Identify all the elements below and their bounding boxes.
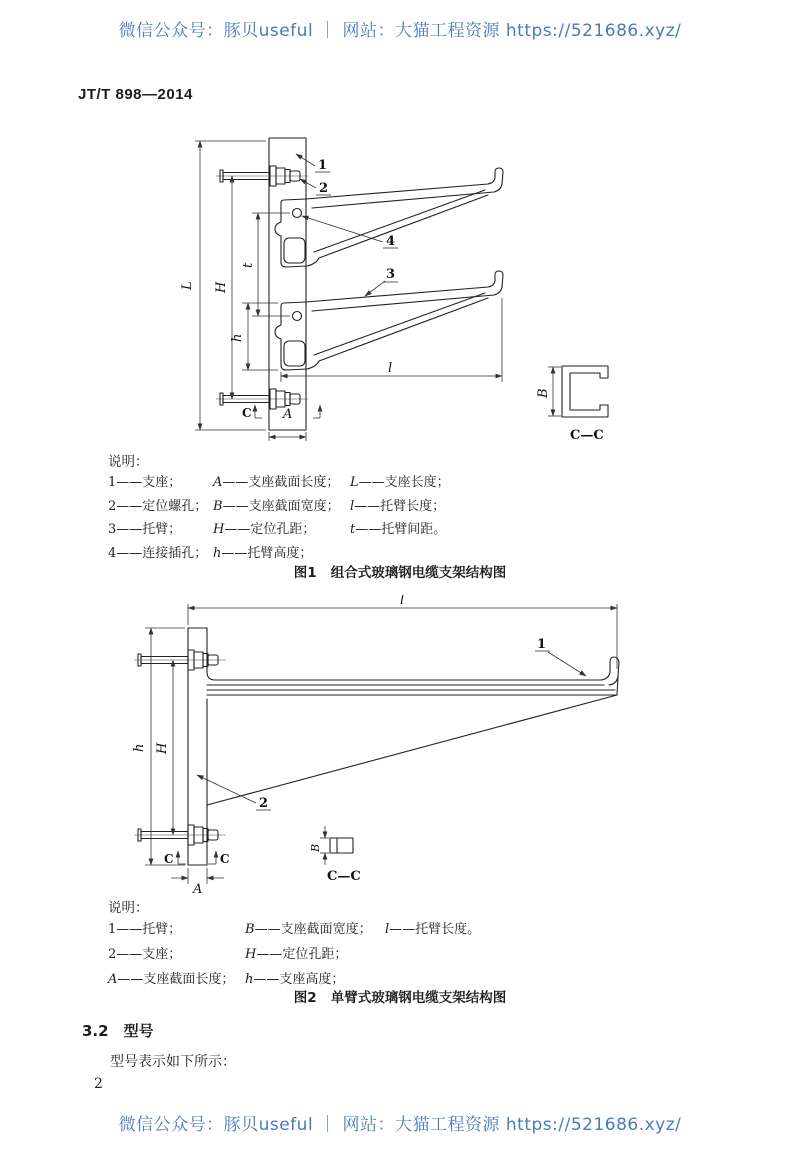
legend-item: 4——连接插孔； — [108, 545, 208, 561]
figure2-legend-heading: 说明： — [108, 900, 149, 916]
figure1-legend — [108, 471, 450, 565]
bracket-outline — [188, 628, 619, 865]
svg-text:C: C — [164, 852, 174, 866]
svg-text:1: 1 — [537, 637, 547, 652]
figure2-number: 图2 — [293, 990, 317, 1006]
cantilever-arm-upper — [275, 168, 503, 267]
dimension-l — [188, 595, 617, 669]
positioning-bolt-top — [216, 166, 308, 186]
callout-4 — [302, 216, 398, 249]
callout-2 — [300, 179, 331, 196]
svg-text:L: L — [180, 281, 195, 290]
legend-item: h——支座高度； — [245, 972, 345, 987]
section-number: 3.2 — [82, 1022, 109, 1040]
svg-text:2: 2 — [259, 796, 269, 811]
legend-item: H——定位孔距； — [213, 522, 316, 537]
legend-item: A——支座截面长度； — [213, 475, 340, 490]
svg-text:2: 2 — [319, 181, 329, 196]
callout-1 — [535, 637, 586, 676]
svg-text:l: l — [388, 361, 393, 376]
legend-item — [385, 942, 480, 967]
callout-2 — [197, 775, 271, 811]
legend-item: 1——支座； — [108, 475, 182, 490]
figure2-title: 单臂式玻璃钢电缆支架结构图 — [330, 990, 507, 1006]
legend-item: l——托臂长度； — [350, 498, 446, 514]
figure1-drawing — [172, 126, 642, 448]
svg-text:B: B — [536, 388, 551, 398]
svg-text:3: 3 — [386, 267, 396, 282]
callout-3 — [365, 267, 398, 296]
dimension-t — [241, 213, 290, 316]
svg-text:1: 1 — [318, 158, 328, 173]
dimension-A — [171, 868, 224, 895]
svg-text:C—C: C—C — [570, 428, 604, 443]
callout-1 — [296, 154, 330, 173]
svg-text:B: B — [309, 843, 322, 852]
figure2-caption — [0, 986, 800, 1006]
positioning-bolt-top — [134, 650, 226, 670]
dimension-H — [214, 176, 232, 399]
standard-number: JT/T 898—2014 — [78, 86, 193, 103]
legend-item: 2——支座； — [108, 947, 182, 962]
figure2-legend — [108, 917, 480, 992]
legend-item: 3——托臂； — [108, 522, 182, 537]
section-view-cc — [536, 366, 608, 443]
figure1-caption — [0, 561, 800, 581]
body-paragraph: 型号表示如下所示： — [110, 1054, 236, 1070]
positioning-bolt-bottom — [216, 389, 308, 409]
svg-text:l: l — [400, 595, 405, 608]
svg-text:C: C — [242, 406, 252, 420]
figure1-number: 图1 — [293, 565, 317, 581]
watermark-top: 微信公众号：豚贝useful ｜ 网站：大猫工程资源 https://521686.xyz/ — [118, 21, 682, 41]
support-column — [269, 138, 306, 430]
legend-item: L——支座长度； — [350, 475, 450, 490]
svg-text:t: t — [241, 262, 256, 268]
dimension-A — [269, 432, 306, 441]
svg-text:H: H — [214, 281, 229, 293]
section-view-cc — [309, 826, 361, 884]
section-cut-marks — [164, 851, 230, 866]
svg-text:C—C: C—C — [327, 869, 361, 884]
svg-text:A: A — [193, 882, 203, 895]
svg-text:h: h — [132, 743, 147, 752]
svg-text:C: C — [220, 852, 230, 866]
dimension-H — [155, 660, 173, 835]
section-heading — [82, 1020, 154, 1041]
svg-text:4: 4 — [386, 234, 396, 249]
legend-item: A——支座截面长度； — [108, 972, 235, 987]
dimension-h — [230, 303, 278, 370]
legend-item: H——定位孔距； — [245, 947, 348, 962]
legend-item: B——支座截面宽度； — [245, 922, 372, 937]
svg-text:h: h — [230, 333, 245, 342]
legend-item: l——托臂长度。 — [385, 922, 481, 937]
svg-text:A: A — [283, 407, 293, 422]
figure1-title: 组合式玻璃钢电缆支架结构图 — [330, 565, 507, 581]
section-title: 型号 — [123, 1022, 154, 1040]
legend-item: B——支座截面宽度； — [213, 498, 340, 514]
legend-item: 1——托臂； — [108, 922, 182, 937]
svg-text:H: H — [155, 742, 170, 754]
legend-item: t——托臂间距。 — [350, 522, 447, 537]
positioning-bolt-bottom — [134, 825, 226, 845]
figure1-legend-heading: 说明： — [108, 454, 149, 470]
figure2-drawing — [123, 595, 698, 895]
cantilever-arm-lower — [275, 271, 503, 370]
page-number: 2 — [94, 1076, 103, 1092]
legend-item: h——托臂高度； — [213, 545, 313, 561]
watermark-bottom: 微信公众号：豚贝useful ｜ 网站：大猫工程资源 https://521686.xyz/ — [118, 1115, 682, 1135]
legend-item: 2——定位螺孔； — [108, 498, 208, 514]
